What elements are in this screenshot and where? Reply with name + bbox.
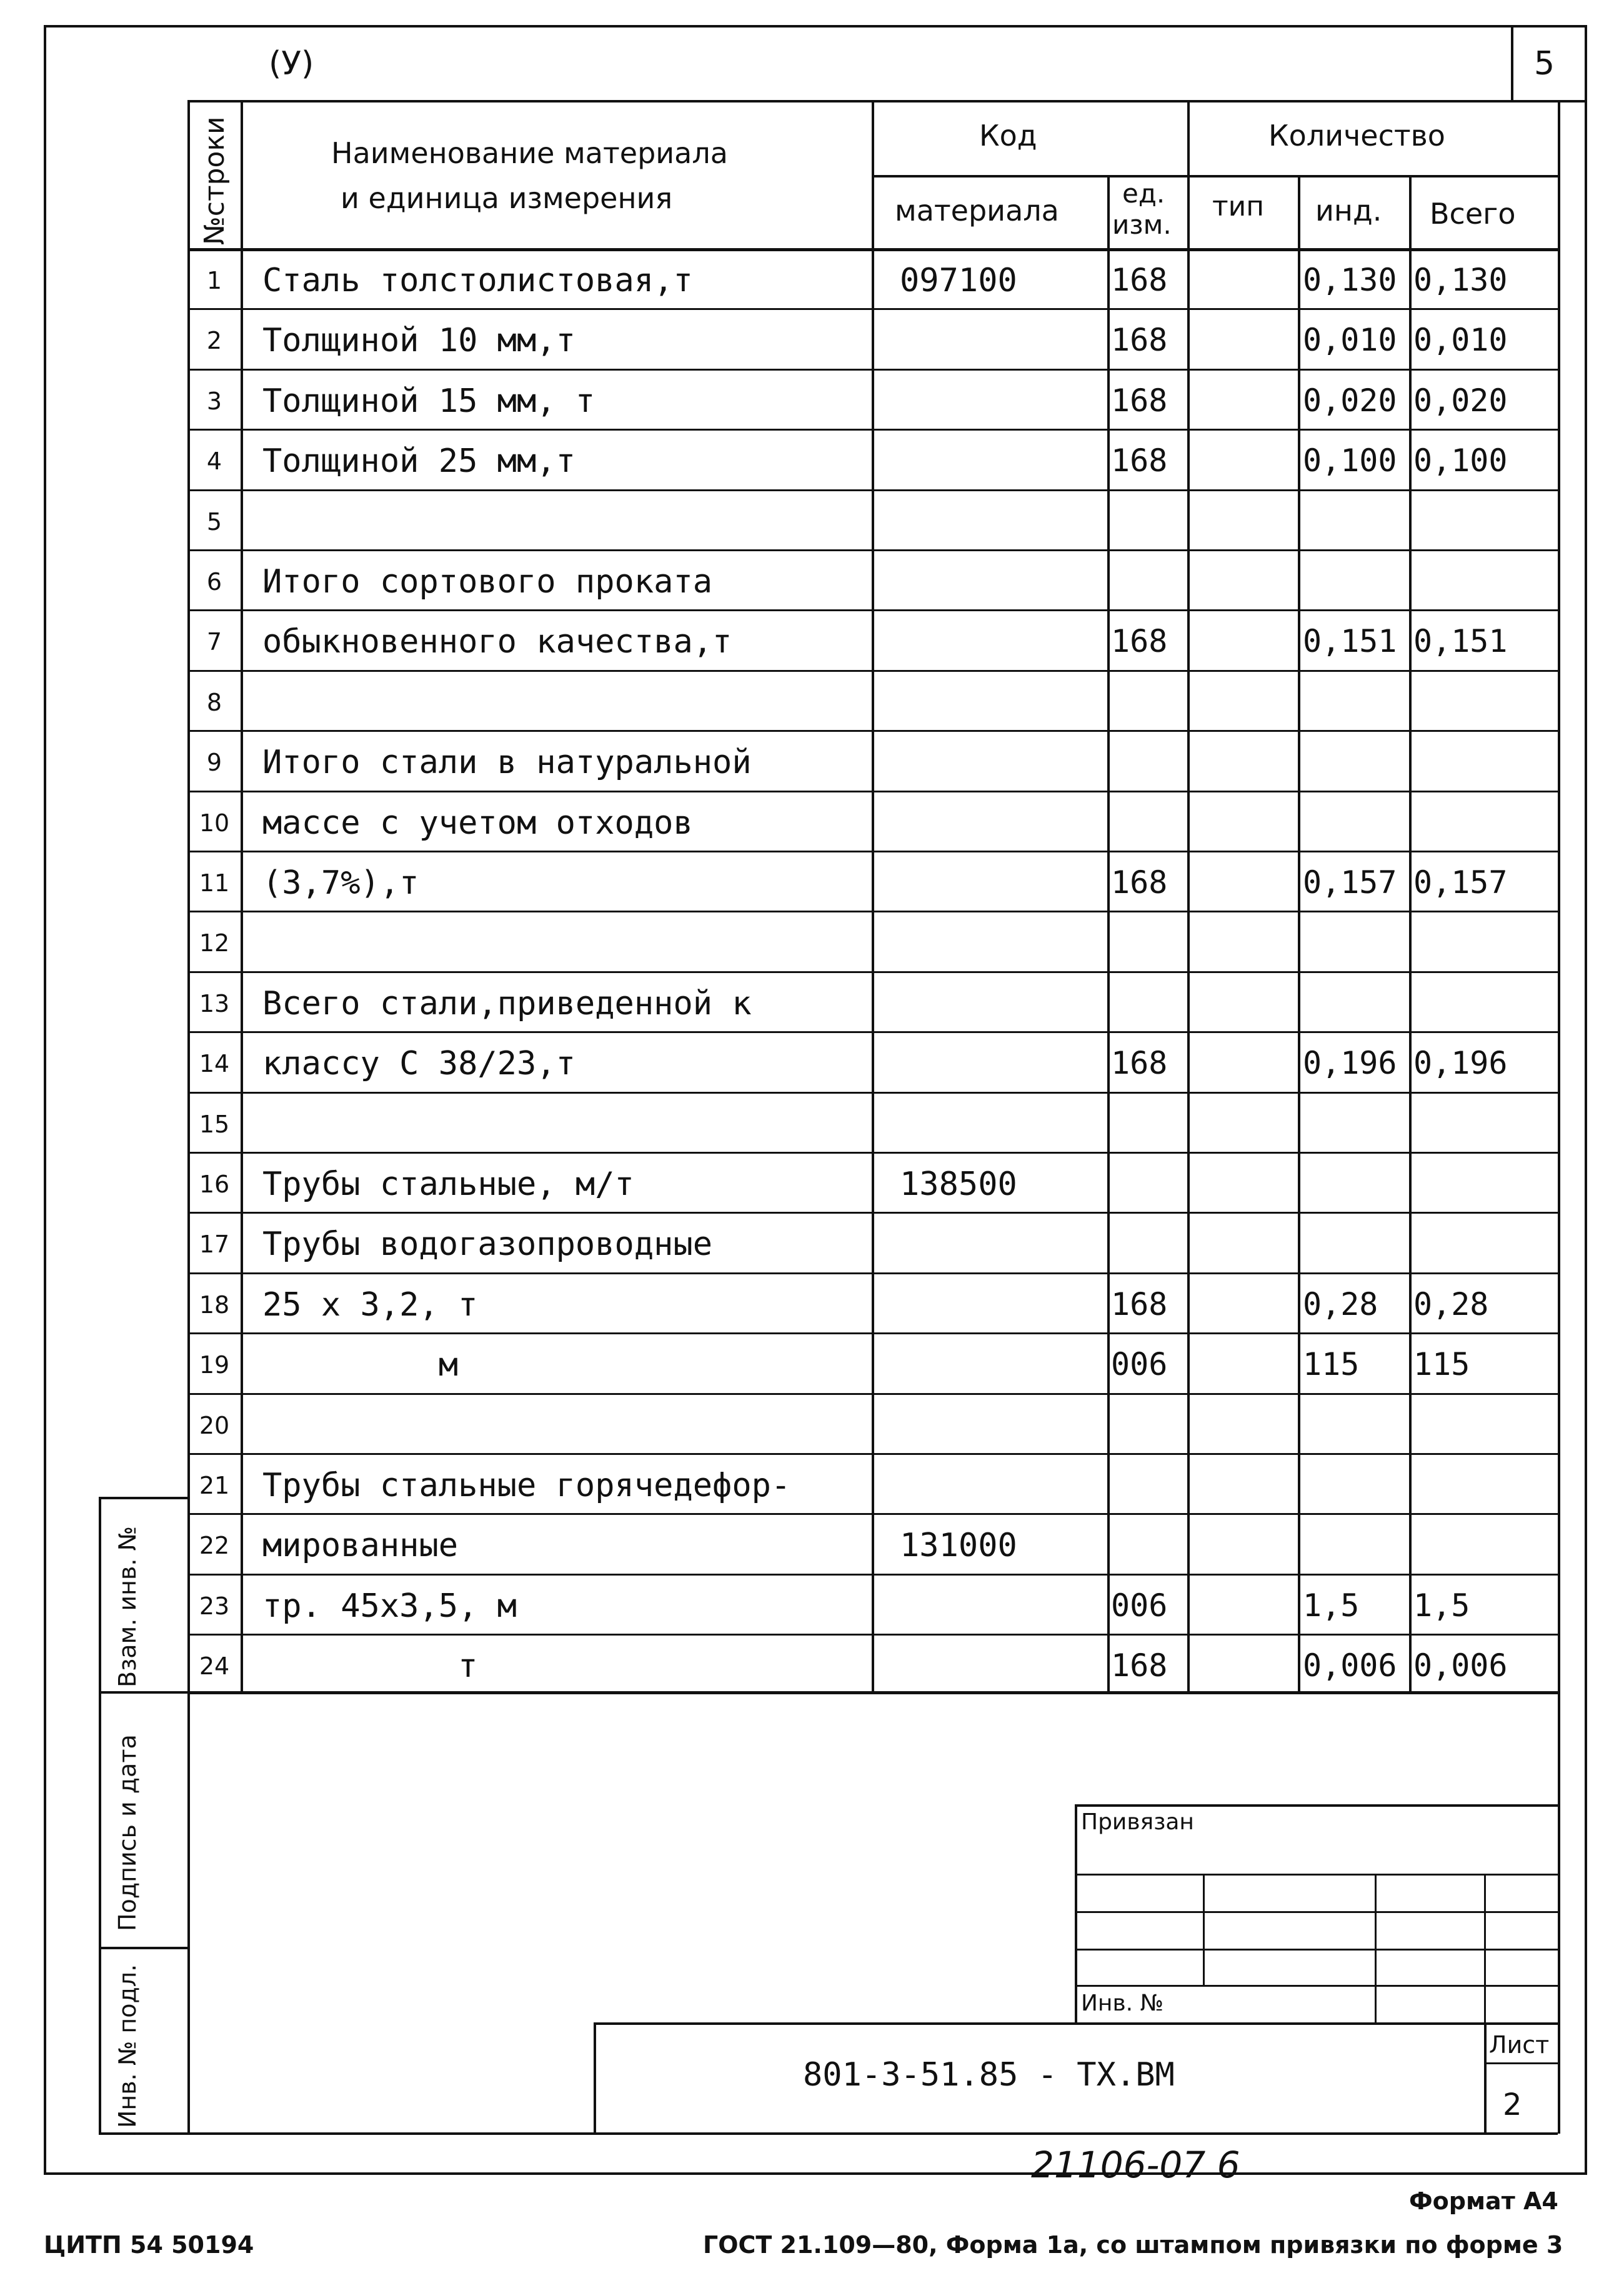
side-strip-top — [99, 1497, 187, 1499]
material-name: мированные — [262, 1527, 459, 1565]
total-qty: 0,020 — [1413, 382, 1508, 419]
stamp-inv-label: Инв. № — [1081, 1991, 1164, 2016]
stamp-vline-3 — [1484, 1874, 1486, 2022]
title-block-left — [594, 2022, 596, 2134]
ind-qty: 0,157 — [1303, 864, 1397, 901]
row-number: 5 — [206, 507, 222, 536]
row-number: 18 — [199, 1291, 230, 1319]
footer-gost: ГОСТ 21.109—80, Форма 1а, со штампом привязки по форме 3 — [703, 2231, 1563, 2259]
row-separator — [187, 730, 1558, 732]
material-code: 097100 — [900, 262, 1017, 299]
row-separator — [187, 1634, 1558, 1636]
row-separator — [187, 549, 1558, 551]
total-qty: 0,196 — [1413, 1045, 1508, 1082]
material-name: Толщиной 10 мм,т — [262, 322, 575, 360]
row-separator — [187, 1031, 1558, 1033]
unit-code: 168 — [1111, 322, 1168, 359]
col-line-7 — [1558, 100, 1560, 2134]
row-separator — [187, 1212, 1558, 1214]
col-line-3 — [1107, 175, 1110, 1692]
row-number: 3 — [206, 387, 222, 415]
row-separator — [187, 1453, 1558, 1455]
header-row-no: №строки — [199, 116, 231, 245]
material-name: Трубы водогазопроводные — [262, 1226, 713, 1264]
side-strip-div2 — [99, 1947, 187, 1949]
row-number: 23 — [199, 1592, 230, 1620]
row-separator — [187, 1513, 1558, 1515]
unit-code: 168 — [1111, 442, 1168, 479]
header-quantity: Количество — [1268, 119, 1445, 152]
ind-qty: 0,196 — [1303, 1045, 1397, 1082]
unit-code: 006 — [1111, 1587, 1168, 1624]
footer-format: Формат А4 — [1409, 2187, 1558, 2215]
row-number: 24 — [199, 1652, 230, 1681]
header-name-line2: и единица измерения — [341, 181, 673, 215]
ind-qty: 0,010 — [1303, 322, 1397, 359]
unit-code: 168 — [1111, 262, 1168, 298]
row-separator — [187, 1152, 1558, 1154]
material-name: Итого стали в натуральной — [262, 744, 752, 782]
material-name: тр. 45х3,5, м — [262, 1587, 517, 1625]
table-bottom-line — [187, 1691, 1558, 1694]
row-number: 16 — [199, 1171, 230, 1198]
title-block-top — [594, 2022, 1558, 2025]
row-number: 1 — [206, 267, 222, 294]
side-label-signature-date: Подпись и дата — [114, 1734, 141, 1931]
material-name: Трубы стальные, м/т — [262, 1166, 634, 1203]
row-separator — [187, 791, 1558, 792]
side-strip-div1 — [99, 1691, 187, 1694]
total-qty: 0,130 — [1413, 262, 1508, 298]
row-number: 17 — [199, 1231, 230, 1259]
material-name: Толщиной 15 мм, т — [262, 382, 595, 420]
stamp-bound-label: Привязан — [1081, 1809, 1194, 1835]
row-number: 8 — [206, 688, 222, 716]
ind-qty: 0,020 — [1303, 382, 1397, 419]
col-line-5 — [1298, 175, 1300, 1692]
material-name: Сталь толстолистовая,т — [262, 262, 693, 299]
ind-qty: 1,5 — [1303, 1587, 1360, 1624]
row-separator — [187, 429, 1558, 431]
sheet-label: Лист — [1489, 2031, 1550, 2059]
unit-code: 006 — [1111, 1346, 1168, 1383]
header-name-line1: Наименование материала — [331, 136, 728, 170]
row-separator — [187, 971, 1558, 973]
ind-qty: 0,28 — [1303, 1286, 1378, 1322]
row-separator — [187, 851, 1558, 852]
material-name: Всего стали,приведенной к — [262, 984, 752, 1022]
total-qty: 0,157 — [1413, 864, 1508, 901]
side-strip-left — [99, 1497, 101, 2134]
row-number: 21 — [199, 1472, 230, 1499]
code-letter: (У) — [269, 45, 314, 82]
ind-qty: 0,151 — [1303, 623, 1397, 660]
material-name: м — [262, 1346, 459, 1384]
footer-org: ЦИТП 54 50194 — [44, 2231, 254, 2259]
header-unit-line2: изм. — [1112, 209, 1172, 240]
header-total: Всего — [1430, 197, 1516, 231]
unit-code: 168 — [1111, 1647, 1168, 1684]
unit-code: 168 — [1111, 382, 1168, 419]
ind-qty: 115 — [1303, 1346, 1360, 1383]
row-separator — [187, 308, 1558, 310]
total-qty: 1,5 — [1413, 1587, 1470, 1624]
ind-qty: 0,100 — [1303, 442, 1397, 479]
unit-code: 168 — [1111, 623, 1168, 660]
side-label-inv-orig: Инв. № подл. — [114, 1964, 141, 2128]
row-number: 9 — [206, 749, 222, 777]
row-separator — [187, 609, 1558, 611]
material-name: 25 х 3,2, т — [262, 1286, 478, 1324]
row-number: 22 — [199, 1532, 230, 1560]
row-separator — [187, 1393, 1558, 1395]
total-qty: 0,28 — [1413, 1286, 1489, 1322]
row-separator — [187, 1574, 1558, 1576]
title-block-sheet-divider — [1484, 2022, 1487, 2134]
header-material: материала — [895, 194, 1059, 227]
table-top-line — [187, 100, 1587, 102]
ind-qty: 0,006 — [1303, 1647, 1397, 1684]
row-separator — [187, 911, 1558, 912]
material-code: 131000 — [900, 1527, 1017, 1565]
row-number: 19 — [199, 1351, 230, 1379]
page-number-divider — [1511, 25, 1513, 101]
unit-code: 168 — [1111, 1045, 1168, 1082]
material-name: массе с учетом отходов — [262, 804, 693, 842]
total-qty: 0,100 — [1413, 442, 1508, 479]
ind-qty: 0,130 — [1303, 262, 1397, 298]
row-separator — [187, 1092, 1558, 1094]
stamp-top — [1075, 1804, 1558, 1807]
total-qty: 0,010 — [1413, 322, 1508, 359]
material-name: обыкновенного качества,т — [262, 623, 732, 661]
unit-code: 168 — [1111, 1286, 1168, 1322]
sheet-number: 2 — [1503, 2087, 1522, 2122]
handwritten-number: 21106-07 6 — [1031, 2144, 1240, 2186]
header-ind: инд. — [1315, 194, 1382, 227]
material-code: 138500 — [900, 1166, 1017, 1203]
row-number: 13 — [199, 989, 230, 1017]
row-number: 12 — [199, 929, 230, 957]
header-unit-line1: ед. — [1122, 178, 1165, 209]
row-number: 10 — [199, 809, 230, 837]
row-separator — [187, 489, 1558, 491]
stamp-left — [1075, 1804, 1077, 2022]
side-strip-bottom — [99, 2132, 1558, 2135]
row-number: 4 — [206, 447, 222, 476]
row-number: 2 — [206, 327, 222, 355]
unit-code: 168 — [1111, 864, 1168, 901]
row-number: 11 — [199, 869, 230, 897]
row-separator — [187, 1332, 1558, 1334]
col-line-6 — [1409, 175, 1412, 1692]
document-designation: 801-3-51.85 - ТХ.ВМ — [803, 2056, 1175, 2094]
material-name: (3,7%),т — [262, 864, 419, 902]
page-number: 5 — [1534, 45, 1555, 82]
side-label-replace-inv: Взам. инв. № — [114, 1526, 141, 1687]
row-separator — [187, 670, 1558, 672]
row-separator — [187, 369, 1558, 371]
row-number: 6 — [206, 568, 222, 596]
row-number: 20 — [199, 1411, 230, 1439]
total-qty: 0,006 — [1413, 1647, 1508, 1684]
material-name: Толщиной 25 мм,т — [262, 442, 575, 481]
material-name: т — [262, 1647, 478, 1686]
header-code: Код — [979, 119, 1037, 152]
row-number: 7 — [206, 628, 222, 656]
material-name: Трубы стальные горячедефор- — [262, 1467, 791, 1504]
sheet-label-line — [1484, 2062, 1558, 2064]
total-qty: 0,151 — [1413, 623, 1508, 660]
row-separator — [187, 1272, 1558, 1274]
total-qty: 115 — [1413, 1346, 1470, 1383]
material-name: Итого сортового проката — [262, 563, 713, 601]
row-number: 15 — [199, 1110, 230, 1138]
header-mid-line — [872, 175, 1558, 177]
row-number: 14 — [199, 1050, 230, 1078]
material-name: классу С 38/23,т — [262, 1045, 575, 1083]
header-type: тип — [1212, 191, 1264, 222]
stamp-vline-2 — [1375, 1874, 1377, 2022]
stamp-vline-1 — [1203, 1874, 1205, 1985]
